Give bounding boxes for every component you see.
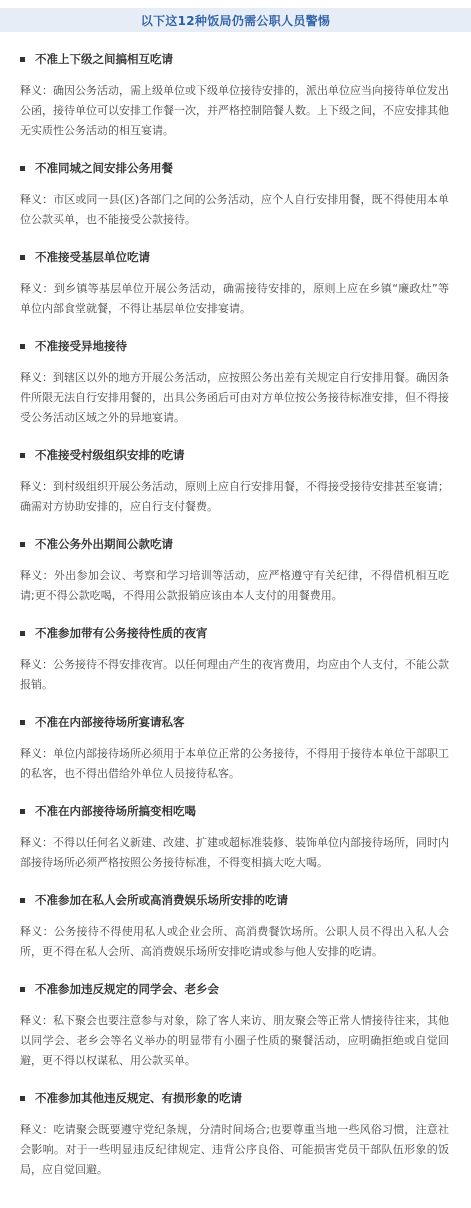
rule-item — [20, 1089, 449, 1180]
rule-heading — [20, 802, 449, 820]
square-bullet-icon — [20, 166, 25, 171]
explanation-text: 公务接待不得安排夜宵。以任何理由产生的夜宵费用，均应由个人支付，不能公款报销。 — [20, 658, 449, 691]
rule-heading — [20, 624, 449, 642]
rule-item — [20, 713, 449, 784]
square-bullet-icon — [20, 720, 25, 725]
explanation-label: 释义： — [20, 84, 53, 97]
square-bullet-icon — [20, 542, 25, 547]
square-bullet-icon — [20, 631, 25, 636]
rule-explanation — [20, 655, 449, 695]
explanation-label: 释义： — [20, 658, 53, 671]
rule-item — [20, 802, 449, 873]
rule-title: 不准在内部接待场所搞变相吃喝 — [35, 804, 196, 818]
rule-heading — [20, 159, 449, 177]
rule-title: 不准接受基层单位吃请 — [35, 250, 150, 264]
rule-explanation — [20, 566, 449, 606]
explanation-text: 私下聚会也要注意参与对象，除了客人来访、朋友聚会等正常人情接待往来，其他以同学会、老乡会等名义举办的明显带有小圈子性质的聚餐活动，应明确拒绝或自觉回避，更不得以权谋私、用公款买单。 — [20, 1014, 449, 1067]
explanation-label: 释义： — [20, 480, 53, 493]
rule-title: 不准公务外出期间公款吃请 — [35, 537, 173, 551]
rule-explanation — [20, 1120, 449, 1180]
explanation-label: 释义： — [20, 925, 54, 938]
rule-title: 不准在内部接待场所宴请私客 — [35, 715, 185, 729]
rule-title: 不准参加在私人会所或高消费娱乐场所安排的吃请 — [35, 893, 288, 907]
rule-title: 不准同城之间安排公务用餐 — [35, 161, 173, 175]
explanation-label: 释义： — [20, 836, 53, 849]
rule-explanation — [20, 81, 449, 141]
rule-item — [20, 891, 449, 962]
rule-item — [20, 248, 449, 319]
explanation-label: 释义： — [20, 193, 54, 206]
rule-explanation — [20, 922, 449, 962]
explanation-label: 释义： — [20, 282, 54, 295]
explanation-label: 释义： — [20, 1123, 54, 1136]
explanation-label: 释义： — [20, 371, 53, 384]
square-bullet-icon — [20, 809, 25, 814]
rule-explanation — [20, 833, 449, 873]
rule-heading — [20, 713, 449, 731]
explanation-text: 到村级组织开展公务活动，原则上应自行安排用餐，不得接受接待安排甚至宴请；确需对方协助安排的，应自行支付餐费。 — [20, 480, 449, 513]
rule-heading — [20, 248, 449, 266]
rule-explanation — [20, 744, 449, 784]
explanation-text: 吃请聚会既要遵守党纪条规，分清时间场合;也要尊重当地一些风俗习惯，注意社会影响。对于一些明显违反纪律规定、违背公序良俗、可能损害党员干部队伍形象的饭局，应自觉回避。 — [20, 1123, 449, 1176]
explanation-text: 确因公务活动，需上级单位或下级单位接待安排的，派出单位应当向接待单位发出公函，接待单位可以安排工作餐一次，并严格控制陪餐人数。上下级之间，不应安排其他无实质性公务活动的相互宴请。 — [20, 84, 449, 137]
rule-title: 不准参加其他违反规定、有损形象的吃请 — [35, 1091, 242, 1105]
explanation-text: 单位内部接待场所必须用于本单位正常的公务接待，不得用于接待本单位干部职工的私客，也不得出借给外单位人员接待私客。 — [20, 747, 449, 780]
rule-heading — [20, 980, 449, 998]
rule-heading — [20, 446, 449, 464]
rule-title: 不准接受村级组织安排的吃请 — [35, 448, 185, 462]
explanation-text: 市区或同一县(区)各部门之间的公务活动，应个人自行安排用餐，既不得使用本单位公款买单，也不能接受公款接待。 — [20, 193, 449, 226]
square-bullet-icon — [20, 57, 25, 62]
rule-heading — [20, 50, 449, 68]
rule-heading — [20, 535, 449, 553]
square-bullet-icon — [20, 255, 25, 260]
rule-heading — [20, 337, 449, 355]
explanation-text: 外出参加会议、考察和学习培训等活动，应严格遵守有关纪律，不得借机相互吃请;更不得公款吃喝，不得用公款报销应该由本人支付的用餐费用。 — [20, 569, 450, 602]
square-bullet-icon — [20, 1096, 25, 1101]
article-page — [0, 8, 471, 1208]
rule-item — [20, 50, 449, 141]
rule-item — [20, 535, 449, 606]
rule-list — [0, 50, 471, 1180]
explanation-label: 释义： — [20, 747, 53, 760]
rule-explanation — [20, 190, 449, 230]
rule-item — [20, 446, 449, 517]
explanation-text: 到乡镇等基层单位开展公务活动，确需接待安排的，原则上应在乡镇“廉政灶”等单位内部食堂就餐，不得让基层单位安排宴请。 — [20, 282, 449, 315]
rule-title: 不准接受异地接待 — [35, 339, 127, 353]
rule-title: 不准上下级之间搞相互吃请 — [35, 52, 173, 66]
page-title: 以下这12种饭局仍需公职人员警惕 — [140, 13, 331, 28]
rule-heading — [20, 891, 449, 909]
square-bullet-icon — [20, 344, 25, 349]
explanation-text: 公务接待不得使用私人或企业会所、高消费餐饮场所。公职人员不得出入私人会所，更不得在私人会所、高消费娱乐场所安排吃请或参与他人安排的吃请。 — [20, 925, 450, 958]
rule-explanation — [20, 279, 449, 319]
square-bullet-icon — [20, 987, 25, 992]
rule-explanation — [20, 1011, 449, 1071]
rule-item — [20, 980, 449, 1071]
title-banner — [0, 8, 471, 32]
square-bullet-icon — [20, 453, 25, 458]
explanation-text: 到辖区以外的地方开展公务活动，应按照公务出差有关规定自行安排用餐。确因条件所限无法自行安排用餐的，出具公务函后可由对方单位按公务接待标准安排，但不得接受公务活动区域之外的异地宴请。 — [20, 371, 449, 424]
rule-explanation — [20, 477, 449, 517]
rule-heading — [20, 1089, 449, 1107]
explanation-text: 不得以任何名义新建、改建、扩建或超标准装修、装饰单位内部接待场所，同时内部接待场所必须严格按照公务接待标准，不得变相搞大吃大喝。 — [20, 836, 449, 869]
rule-item — [20, 337, 449, 428]
rule-explanation — [20, 368, 449, 428]
rule-item — [20, 624, 449, 695]
rule-title: 不准参加违反规定的同学会、老乡会 — [35, 982, 219, 996]
explanation-label: 释义： — [20, 1014, 53, 1027]
explanation-label: 释义： — [20, 569, 54, 582]
square-bullet-icon — [20, 898, 25, 903]
rule-title: 不准参加带有公务接待性质的夜宵 — [35, 626, 208, 640]
rule-item — [20, 159, 449, 230]
